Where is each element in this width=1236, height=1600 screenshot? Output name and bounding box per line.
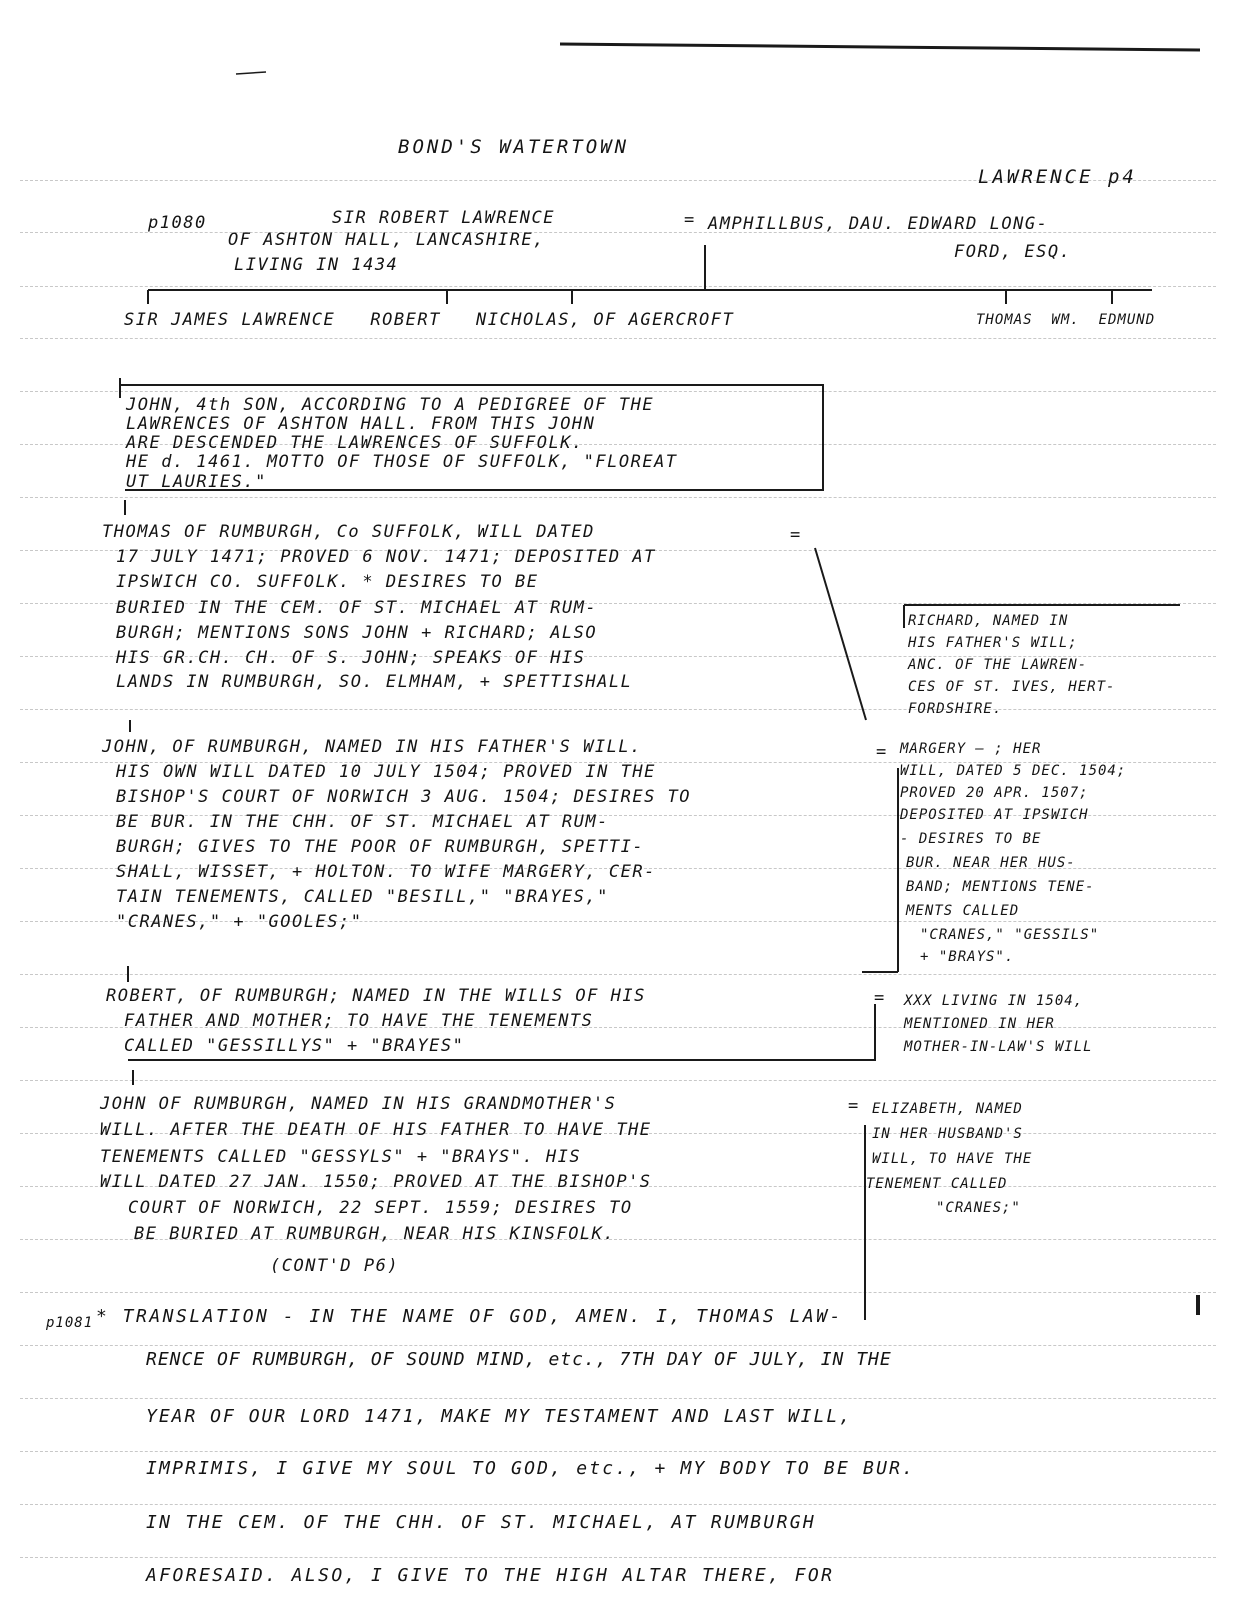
- side-note-line: WILL, DATED 5 DEC. 1504;: [900, 763, 1127, 779]
- side-note-line: + "BRAYS".: [920, 949, 1015, 965]
- side-note-line: DEPOSITED AT IPSWICH: [900, 807, 1089, 823]
- side-note-line: HIS FATHER'S WILL;: [908, 635, 1078, 651]
- translation-line: * TRANSLATION - IN THE NAME OF GOD, AMEN. I, THOMAS LAW-: [96, 1306, 843, 1327]
- translation-line: IMPRIMIS, I GIVE MY SOUL TO GOD, etc., + MY BODY TO BE BUR.: [146, 1458, 916, 1479]
- surname-page-label: LAWRENCE p4: [978, 166, 1137, 188]
- entry-line: "CRANES," + "GOOLES;": [116, 912, 363, 932]
- entry-line: FATHER AND MOTHER; TO HAVE THE TENEMENTS: [124, 1011, 594, 1031]
- entry-line: JOHN, 4th SON, ACCORDING TO A PEDIGREE OF THE: [126, 395, 655, 415]
- entry-line: BE BURIED AT RUMBURGH, NEAR HIS KINSFOLK.: [134, 1224, 616, 1244]
- entry-line: TAIN TENEMENTS, CALLED "BESILL," "BRAYES,": [116, 887, 609, 907]
- side-note-line: BAND; MENTIONS TENE-: [906, 879, 1095, 895]
- children-list-right: THOMAS WM. EDMUND: [976, 312, 1156, 328]
- translation-line: RENCE OF RUMBURGH, OF SOUND MIND, etc., 7TH DAY OF JULY, IN THE: [146, 1349, 892, 1370]
- entry-line: LANDS IN RUMBURGH, SO. ELMHAM, + SPETTISHALL: [116, 672, 633, 692]
- side-note-line: XXX LIVING IN 1504,: [904, 993, 1084, 1009]
- entry-line: JOHN OF RUMBURGH, NAMED IN HIS GRANDMOTHER'S: [100, 1094, 617, 1114]
- entry-line: HIS GR.CH. CH. OF S. JOHN; SPEAKS OF HIS: [116, 648, 586, 668]
- translation-line: AFORESAID. ALSO, I GIVE TO THE HIGH ALTAR THERE, FOR: [146, 1565, 835, 1586]
- side-note-line: MENTS CALLED: [906, 903, 1020, 919]
- side-note-line: PROVED 20 APR. 1507;: [900, 785, 1089, 801]
- side-note-line: MENTIONED IN HER: [904, 1016, 1055, 1032]
- entry-line: COURT OF NORWICH, 22 SEPT. 1559; DESIRES TO: [128, 1198, 633, 1218]
- translation-line: IN THE CEM. OF THE CHH. OF ST. MICHAEL, AT RUMBURGH: [146, 1512, 816, 1533]
- side-note-line: "CRANES;": [936, 1200, 1021, 1216]
- husband-residence: OF ASHTON HALL, LANCASHIRE,: [228, 230, 545, 250]
- entry-line: BE BUR. IN THE CHH. OF ST. MICHAEL AT RUM-: [116, 812, 609, 832]
- top-edge-line: [560, 44, 1200, 50]
- side-note-line: - DESIRES TO BE: [900, 831, 1042, 847]
- wife-name: AMPHILLBUS, DAU. EDWARD LONG-: [708, 214, 1049, 234]
- husband-living: LIVING IN 1434: [234, 255, 399, 275]
- side-note-line: IN HER HUSBAND'S: [872, 1126, 1023, 1142]
- entry-line: ROBERT, OF RUMBURGH; NAMED IN THE WILLS OF HIS: [106, 986, 646, 1006]
- continued-note: (CONT'D P6): [270, 1256, 400, 1276]
- side-note-line: "CRANES," "GESSILS": [920, 927, 1100, 943]
- side-note-line: WILL, TO HAVE THE: [872, 1151, 1033, 1167]
- translation-line: YEAR OF OUR LORD 1471, MAKE MY TESTAMENT AND LAST WILL,: [146, 1406, 853, 1427]
- entry-line: CALLED "GESSILLYS" + "BRAYES": [124, 1036, 465, 1056]
- entry-line: THOMAS OF RUMBURGH, Co SUFFOLK, WILL DATED: [102, 522, 595, 542]
- entry-line: HIS OWN WILL DATED 10 JULY 1504; PROVED IN THE: [116, 762, 656, 782]
- entry-line: BISHOP'S COURT OF NORWICH 3 AUG. 1504; DESIRES TO: [116, 787, 692, 807]
- entry-line: BURIED IN THE CEM. OF ST. MICHAEL AT RUM-: [116, 598, 598, 618]
- entry-line: UT LAURIES.": [126, 472, 267, 492]
- husband-name: SIR ROBERT LAWRENCE: [332, 208, 555, 228]
- side-note-line: RICHARD, NAMED IN: [908, 613, 1069, 629]
- side-note-line: ELIZABETH, NAMED: [872, 1101, 1023, 1117]
- document-title: BOND'S WATERTOWN: [398, 136, 630, 158]
- wife-name-continued: FORD, ESQ.: [954, 242, 1072, 262]
- spouse-link: [815, 548, 866, 720]
- entry-line: WILL DATED 27 JAN. 1550; PROVED AT THE BISHOP'S: [100, 1172, 652, 1192]
- side-note-line: TENEMENT CALLED: [866, 1176, 1008, 1192]
- side-note-line: MARGERY — ; HER: [900, 741, 1042, 757]
- children-list: SIR JAMES LAWRENCE ROBERT NICHOLAS, OF AGERCROFT: [124, 310, 735, 330]
- entry-line: IPSWICH CO. SUFFOLK. * DESIRES TO BE: [116, 572, 539, 592]
- side-note-line: CES OF ST. IVES, HERT-: [908, 679, 1116, 695]
- page-reference: p1081: [46, 1315, 94, 1331]
- entry-line: ARE DESCENDED THE LAWRENCES OF SUFFOLK.: [126, 433, 584, 453]
- marriage-sign: =: [848, 1096, 860, 1116]
- side-note-line: MOTHER-IN-LAW'S WILL: [904, 1039, 1093, 1055]
- marriage-sign: =: [684, 210, 696, 230]
- ink-mark: [236, 72, 266, 74]
- entry-line: TENEMENTS CALLED "GESSYLS" + "BRAYS". HIS: [100, 1147, 582, 1167]
- side-note-line: FORDSHIRE.: [908, 701, 1003, 717]
- entry-line: HE d. 1461. MOTTO OF THOSE OF SUFFOLK, "FLOREAT: [126, 452, 678, 472]
- entry-line: WILL. AFTER THE DEATH OF HIS FATHER TO HAVE THE: [100, 1120, 652, 1140]
- marriage-sign: =: [874, 988, 886, 1008]
- page-reference: p1080: [148, 213, 207, 233]
- entry-line: 17 JULY 1471; PROVED 6 NOV. 1471; DEPOSITED AT: [116, 547, 656, 567]
- entry-line: LAWRENCES OF ASHTON HALL. FROM THIS JOHN: [126, 414, 596, 434]
- entry-line: BURGH; GIVES TO THE POOR OF RUMBURGH, SPETTI-: [116, 837, 645, 857]
- marriage-sign: =: [790, 525, 802, 545]
- entry-line: JOHN, OF RUMBURGH, NAMED IN HIS FATHER'S WILL.: [102, 737, 642, 757]
- entry-line: BURGH; MENTIONS SONS JOHN + RICHARD; ALSO: [116, 623, 598, 643]
- marriage-sign: =: [876, 742, 888, 762]
- side-note-line: BUR. NEAR HER HUS-: [906, 855, 1076, 871]
- entry-line: SHALL, WISSET, + HOLTON. TO WIFE MARGERY, CER-: [116, 862, 656, 882]
- side-note-line: ANC. OF THE LAWREN-: [908, 657, 1088, 673]
